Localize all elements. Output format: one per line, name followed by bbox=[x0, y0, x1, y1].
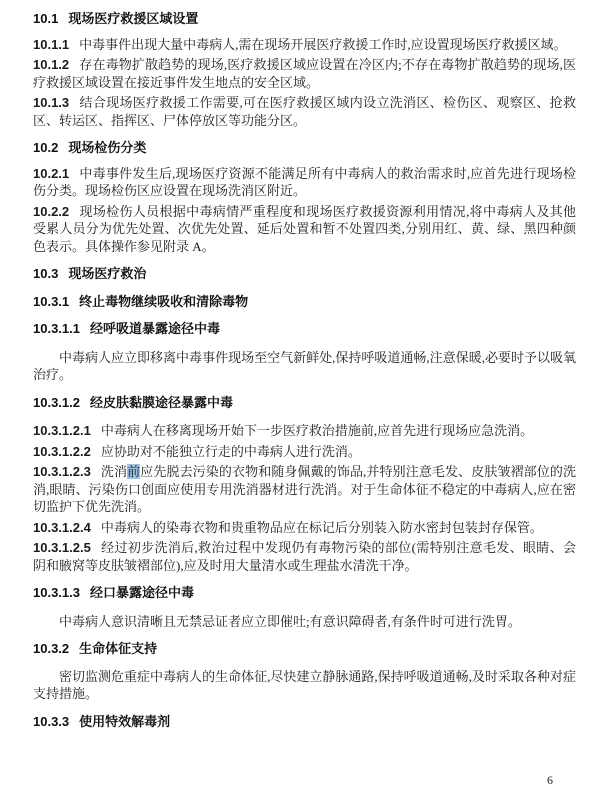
heading-text: 终止毒物继续吸收和清除毒物 bbox=[79, 293, 249, 309]
clause-10-3-1-2-5 bbox=[33, 539, 576, 574]
clause-text: 中毒病人在移离现场开始下一步医疗救治措施前,应首先进行现场应急洗消。 bbox=[100, 423, 534, 438]
paragraph-oral-exposure: 中毒病人意识清晰且无禁忌证者应立即催吐;有意识障碍者,有条件时可进行洗胃。 bbox=[59, 613, 521, 629]
heading-text: 经呼吸道暴露途径中毒 bbox=[90, 321, 221, 336]
clause-text: 应先脱去污染的衣物和随身佩戴的饰品,并特别注意毛发、皮肤皱褶部位的洗消,眼睛、污染伤口创面应使用专用洗消器材进行洗消。对于生命体征不稳定的中毒病人,应在密切监护下优先洗消。 bbox=[33, 464, 576, 514]
heading-10-3-2 bbox=[33, 640, 576, 658]
clause-number: 10.3.1.2.2 bbox=[33, 443, 91, 459]
clause-10-3-1-2-2 bbox=[33, 443, 576, 461]
heading-10-3-1 bbox=[33, 293, 576, 311]
clause-text: 洗消 bbox=[100, 464, 128, 479]
clause-number: 10.3.1.2.3 bbox=[33, 464, 91, 479]
clause-10-2-1 bbox=[33, 165, 576, 200]
clause-10-3-1-2-1 bbox=[33, 422, 576, 440]
heading-number: 10.1 bbox=[33, 11, 59, 26]
clause-text: 经过初步洗消后,救治过程中发现仍有毒物污染的部位(需特别注意毛发、眼睛、会阴和腋窝等皮肤皱褶部位),应及时用大量清水或生理盐水清洗干净。 bbox=[33, 540, 576, 573]
clause-10-3-1-2-4 bbox=[33, 519, 576, 537]
clause-10-1-3 bbox=[33, 94, 576, 129]
clause-10-3-1-2-3 bbox=[33, 463, 576, 516]
heading-text: 现场检伤分类 bbox=[68, 140, 147, 155]
heading-number: 10.3.2 bbox=[33, 641, 70, 656]
clause-10-2-2 bbox=[33, 203, 576, 256]
heading-10-3-3 bbox=[33, 713, 576, 731]
clause-text: 中毒事件发生后,现场医疗资源不能满足所有中毒病人的救治需求时,应首先进行现场检伤分类。现场检伤区应设置在现场洗消区附近。 bbox=[33, 165, 576, 198]
clause-number: 10.1.2 bbox=[33, 57, 70, 72]
heading-number: 10.3.1 bbox=[33, 293, 70, 309]
clause-number: 10.1.1 bbox=[33, 36, 70, 52]
heading-10-2 bbox=[33, 139, 576, 157]
heading-text: 经口暴露途径中毒 bbox=[90, 585, 195, 600]
clause-text: 现场检伤人员根据中毒病情严重程度和现场医疗救援资源利用情况,将中毒病人及其他受累人员分为优先处置、次优先处置、延后处置和暂不处置四类,分别用红、黄、绿、黑四种颜色表示。具体操作参见附录 A。 bbox=[33, 203, 576, 254]
clause-number: 10.2.2 bbox=[33, 203, 70, 219]
clause-text: 中毒事件出现大量中毒病人,需在现场开展医疗救援工作时,应设置现场医疗救援区域。 bbox=[79, 36, 567, 52]
paragraph-vital-signs-support: 密切监测危重症中毒病人的生命体征,尽快建立静脉通路,保持呼吸道通畅,及时采取各种对症支持措施。 bbox=[33, 668, 576, 701]
clause-10-1-1 bbox=[33, 36, 576, 54]
heading-text: 现场医疗救治 bbox=[68, 266, 147, 281]
heading-text: 经皮肤黏膜途径暴露中毒 bbox=[90, 394, 234, 410]
clause-10-1-2 bbox=[33, 56, 576, 91]
clause-text: 中毒病人的染毒衣物和贵重物品应在标记后分别装入防水密封包装封存保管。 bbox=[100, 519, 543, 535]
heading-10-1 bbox=[33, 10, 576, 28]
page-number: 6 bbox=[547, 773, 553, 787]
heading-number: 10.3.1.1 bbox=[33, 321, 80, 336]
heading-10-3-1-2 bbox=[33, 394, 576, 412]
heading-text: 使用特效解毒剂 bbox=[79, 713, 171, 729]
heading-number: 10.3.1.2 bbox=[33, 394, 80, 410]
clause-text: 结合现场医疗救援工作需要,可在医疗救援区域内设立洗消区、检伤区、观察区、抢救区、转运区、指挥区、尸体停放区等功能分区。 bbox=[33, 95, 576, 128]
clause-text: 应协助对不能独立行走的中毒病人进行洗消。 bbox=[100, 443, 361, 459]
paragraph-respiratory-exposure: 中毒病人应立即移离中毒事件现场至空气新鲜处,保持呼吸道通畅,注意保暖,必要时予以吸氧治疗。 bbox=[33, 349, 576, 382]
heading-number: 10.2 bbox=[33, 140, 59, 155]
heading-text: 现场医疗救援区域设置 bbox=[68, 11, 199, 26]
heading-10-3-1-3 bbox=[33, 584, 576, 602]
clause-number: 10.3.1.2.4 bbox=[33, 519, 91, 535]
heading-number: 10.3 bbox=[33, 266, 59, 281]
text-highlight: 前 bbox=[127, 464, 141, 479]
heading-number: 10.3.3 bbox=[33, 713, 70, 729]
clause-number: 10.3.1.2.1 bbox=[33, 423, 91, 438]
heading-number: 10.3.1.3 bbox=[33, 585, 80, 600]
clause-number: 10.2.1 bbox=[33, 165, 70, 181]
clause-number: 10.3.1.2.5 bbox=[33, 540, 91, 555]
heading-10-3-1-1 bbox=[33, 320, 576, 338]
clause-number: 10.1.3 bbox=[33, 95, 70, 110]
heading-text: 生命体征支持 bbox=[79, 641, 158, 656]
clause-text: 存在毒物扩散趋势的现场,医疗救援区域应设置在冷区内;不存在毒物扩散趋势的现场,医疗救援区域设置在接近事件发生地点的安全区域。 bbox=[33, 57, 576, 90]
heading-10-3 bbox=[33, 265, 576, 283]
